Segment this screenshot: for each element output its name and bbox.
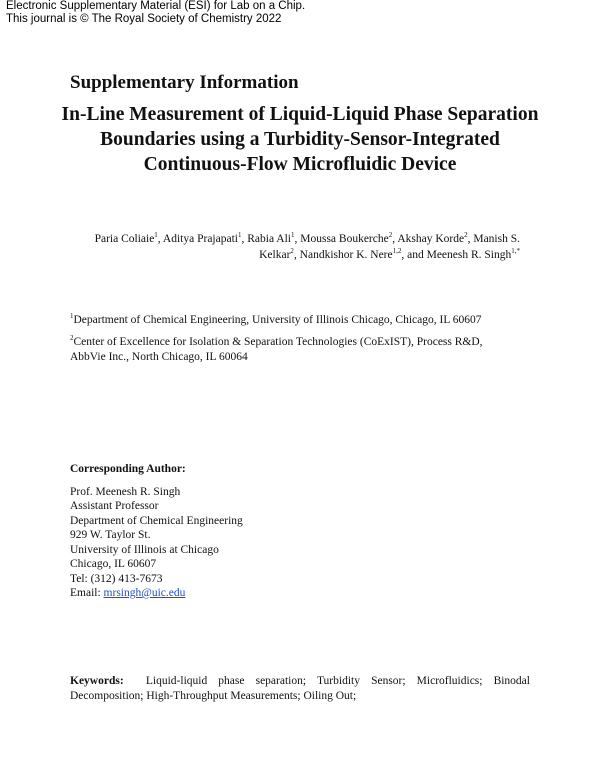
author-list [60,231,520,263]
title-line-3: Continuous-Flow Microfluidic Device [143,154,457,175]
author-separator: , [157,233,163,245]
author-name: Rabia Ali [247,233,291,245]
author-name: Nandkishor K. Nere [299,249,393,261]
author-separator: , [293,249,300,261]
affiliation-mark: 1 [70,312,74,321]
affiliation-2 [70,335,510,365]
affiliation-text: Center of Excellence for Isolation & Separation Technologies (CoExIST), Process R&D, AbbVie Inc., North Chicago, IL 60064 [70,336,483,363]
author-separator: , [294,233,301,245]
author [300,233,392,245]
paper-title [40,102,560,177]
corr-department: Department of Chemical Engineering [70,514,243,527]
author-separator: , [241,233,248,245]
email-label: Email: [70,587,104,599]
author-name: Moussa Boukerche [300,233,389,245]
corresponding-author-heading: Corresponding Author: [70,463,186,475]
author-affil-mark: 2 [464,231,468,240]
corr-position: Assistant Professor [70,500,159,512]
author-affil-mark: 2 [388,231,393,240]
affiliation-mark: 2 [70,334,74,343]
corr-street: 929 W. Taylor St. [70,529,151,541]
author-affil-mark: 2 [290,247,294,256]
title-line-2: Boundaries using a Turbidity-Sensor-Integrated [100,129,500,150]
author-name: Akshay Korde [397,233,465,245]
author-name: Meenesh R. Singh [426,249,512,261]
keywords-text: Liquid-liquid phase separation; Turbidity Sensor; Microfluidics; Binodal Decomposition; High-Throughput Measurements; Oiling Out; [70,675,530,702]
author-name: Paria Coliaie [94,233,155,245]
title-line-1: In-Line Measurement of Liquid-Liquid Phase Separation [61,104,539,125]
corresponding-author-block [70,462,243,601]
author [163,233,242,245]
corr-phone: Tel: (312) 413-7673 [70,572,163,585]
keywords-paragraph [70,674,530,704]
supplementary-heading: Supplementary Information [70,72,299,93]
author-affil-mark: 1 [291,231,295,240]
author-separator: , [467,233,474,245]
author-affil-mark: 1 [237,231,242,240]
corr-university: University of Illinois at Chicago [70,543,219,556]
esi-line-2: This journal is © The Royal Society of Chemistry 2022 [6,13,282,25]
author-separator: , [392,233,398,245]
corr-city: Chicago, IL 60607 [70,558,157,570]
email-link[interactable]: mrsingh@uic.edu [103,587,186,599]
author-affil-mark: 1,2 [392,247,402,256]
author-separator: , and [401,249,427,261]
esi-header [6,0,305,26]
author [247,233,294,245]
author [95,233,158,245]
author [300,249,402,261]
affiliation-1 [70,313,510,328]
author-name: Aditya Prajapati [162,233,238,245]
author-affil-mark: 1,* [511,247,520,256]
author-name: Manish S. Kelkar [259,233,520,261]
corr-email-line [70,586,243,601]
author [397,233,467,245]
author-affil-mark: 1 [154,231,158,240]
keywords-label: Keywords: [70,675,124,687]
esi-line-1: Electronic Supplementary Material (ESI) for Lab on a Chip. [6,0,306,12]
corr-name: Prof. Meenesh R. Singh [70,485,181,498]
author [427,249,520,261]
affiliation-text: Department of Chemical Engineering, University of Illinois Chicago, Chicago, IL 60607 [73,314,482,326]
